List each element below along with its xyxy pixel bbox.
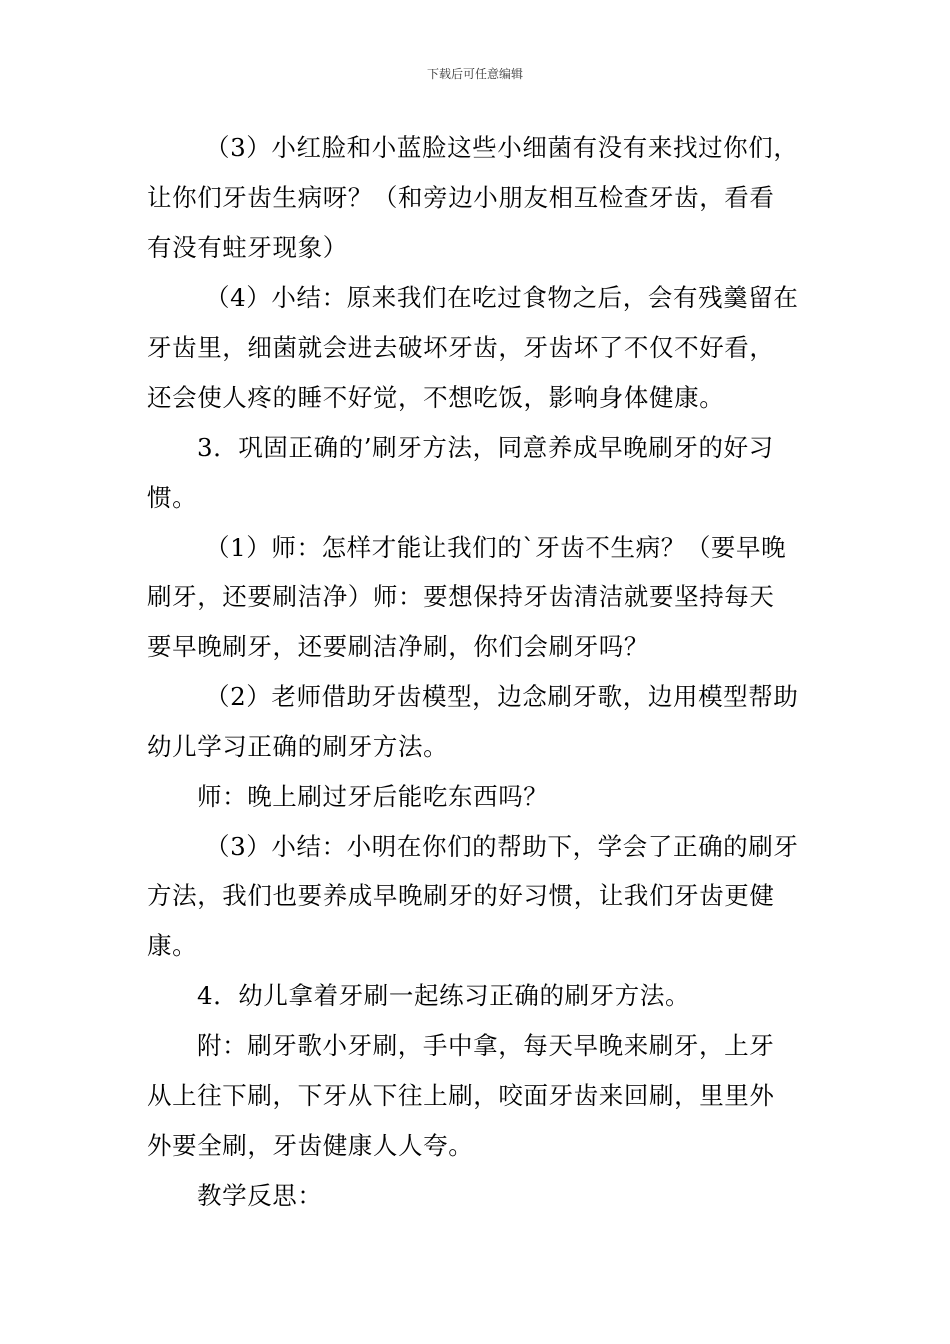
paragraph-line: 惯。 [147, 483, 198, 512]
paragraph-line: 4．幼儿拿着牙刷一起练习正确的刷牙方法。 [197, 981, 691, 1010]
paragraph-line: 刷牙，还要刷洁净）师：要想保持牙齿清洁就要坚持每天 [147, 582, 775, 611]
paragraph-line: 外要全刷，牙齿健康人人夸。 [147, 1131, 474, 1160]
paragraph-line: （1）师：怎样才能让我们的`牙齿不生病？（要早晚 [205, 533, 787, 562]
paragraph-line: 牙齿里，细菌就会进去破坏牙齿，牙齿坏了不仅不好看， [147, 333, 775, 362]
paragraph-line: 康。 [147, 931, 198, 960]
paragraph-line: 还会使人疼的睡不好觉，不想吃饭，影响身体健康。 [147, 383, 725, 412]
paragraph-line: 方法，我们也要养成早晚刷牙的好习惯，让我们牙齿更健 [147, 881, 775, 910]
paragraph-line: 从上往下刷，下牙从下往上刷，咬面牙齿来回刷，里里外 [147, 1081, 775, 1110]
paragraph-line: 附：刷牙歌小牙刷，手中拿，每天早晚来刷牙，上牙 [197, 1031, 775, 1060]
paragraph-line: 有没有蛀牙现象） [147, 233, 348, 262]
paragraph-line: （2）老师借助牙齿模型，边念刷牙歌，边用模型帮助 [205, 682, 799, 711]
paragraph-line: 幼儿学习正确的刷牙方法。 [147, 732, 449, 761]
paragraph-line: （4）小结：原来我们在吃过食物之后，会有残羹留在 [205, 283, 799, 312]
paragraph-line: 让你们牙齿生病呀？（和旁边小朋友相互检查牙齿，看看 [147, 183, 775, 212]
paragraph-line: 要早晚刷牙，还要刷洁净刷，你们会刷牙吗？ [147, 632, 649, 661]
paragraph-line: （3）小红脸和小蓝脸这些小细菌有没有来找过你们， [205, 133, 799, 162]
paragraph-line: 师：晚上刷过牙后能吃东西吗？ [197, 782, 549, 811]
paragraph-line: 教学反思： [197, 1181, 323, 1210]
paragraph-line: （3）小结：小明在你们的帮助下，学会了正确的刷牙 [205, 832, 799, 861]
paragraph-line: 3．巩固正确的’刷牙方法，同意养成早晚刷牙的好习 [197, 433, 774, 462]
page-header: 下载后可任意编辑 [426, 67, 523, 81]
